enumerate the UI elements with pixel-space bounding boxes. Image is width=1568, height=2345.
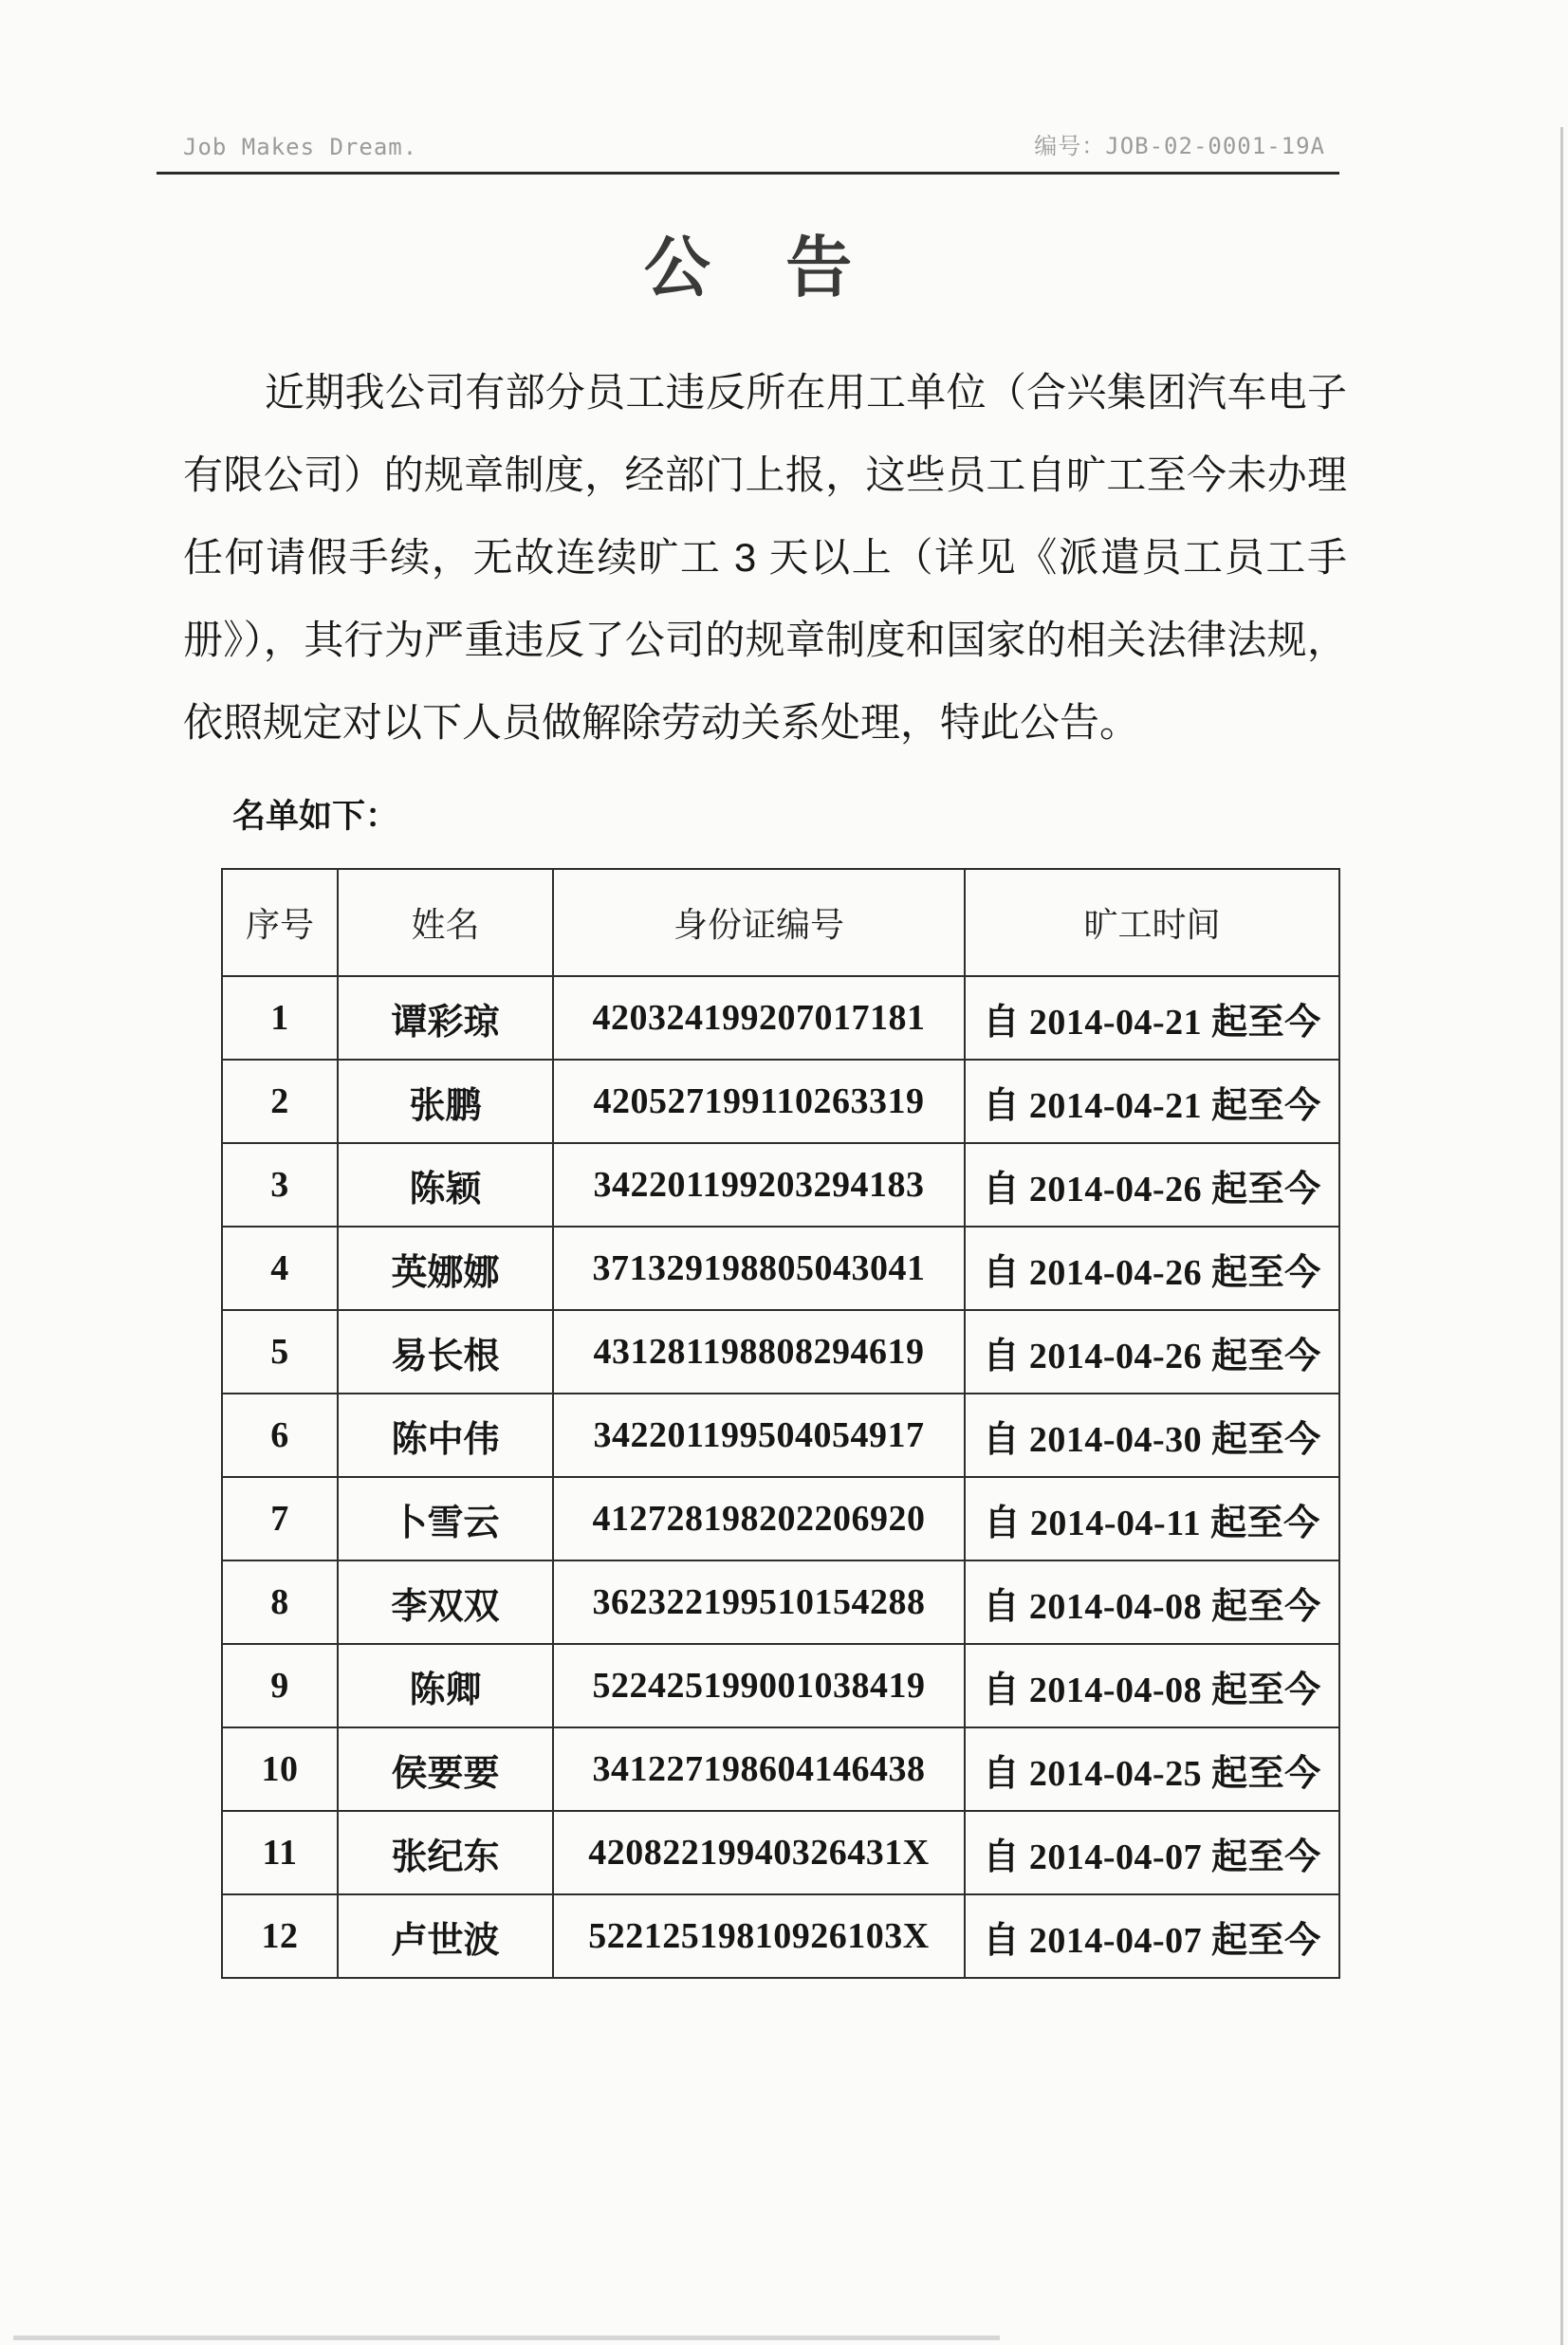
announcement-body: 近期我公司有部分员工违反所在用工单位（合兴集团汽车电子有限公司）的规章制度，经部门上报，这些员工自旷工至今未办理任何请假手续，无故连续旷工 3 天以上（详见《派遣员工员工手册》），其行为严重违反了公司的规章制度和国家的相关法律法规，依照规定对以下人员做解除劳动关系处理，特此公告。 — [183, 370, 1347, 745]
table-body — [222, 976, 1339, 1978]
row-number: 4 — [222, 1227, 338, 1310]
employee-name: 卢世波 — [338, 1894, 553, 1978]
row-number: 12 — [222, 1894, 338, 1978]
row-number: 6 — [222, 1394, 338, 1477]
scan-edge-right — [1560, 127, 1563, 2345]
id-number: 42082219940326431X — [553, 1811, 965, 1894]
column-header-date: 旷工时间 — [965, 869, 1339, 976]
absence-period: 自 2014-04-26 起至今 — [965, 1143, 1339, 1227]
document-number: 编号：JOB-02-0001-19A — [1034, 133, 1325, 159]
employee-name: 侯要要 — [338, 1727, 553, 1811]
absence-period: 自 2014-04-08 起至今 — [965, 1560, 1339, 1644]
absence-period: 自 2014-04-11 起至今 — [965, 1477, 1339, 1560]
table-row — [222, 1811, 1339, 1894]
absence-period: 自 2014-04-26 起至今 — [965, 1227, 1339, 1310]
row-number: 1 — [222, 976, 338, 1060]
absence-period: 自 2014-04-21 起至今 — [965, 976, 1339, 1060]
id-number: 420324199207017181 — [553, 976, 965, 1060]
absence-period: 自 2014-04-26 起至今 — [965, 1310, 1339, 1394]
column-header-name: 姓名 — [338, 869, 553, 976]
absence-period: 自 2014-04-08 起至今 — [965, 1644, 1339, 1727]
column-header-seq: 序号 — [222, 869, 338, 976]
table-row — [222, 1477, 1339, 1560]
table-row — [222, 1143, 1339, 1227]
table-row — [222, 1560, 1339, 1644]
absence-period: 自 2014-04-30 起至今 — [965, 1394, 1339, 1477]
id-number: 420527199110263319 — [553, 1060, 965, 1143]
row-number: 2 — [222, 1060, 338, 1143]
employee-name: 张纪东 — [338, 1811, 553, 1894]
table-row — [222, 1394, 1339, 1477]
absence-period: 自 2014-04-07 起至今 — [965, 1894, 1339, 1978]
absence-period: 自 2014-04-21 起至今 — [965, 1060, 1339, 1143]
row-number: 10 — [222, 1727, 338, 1811]
id-number: 522425199001038419 — [553, 1644, 965, 1727]
page-header — [183, 127, 1325, 160]
id-number: 342201199203294183 — [553, 1143, 965, 1227]
table-row — [222, 976, 1339, 1060]
absence-period: 自 2014-04-07 起至今 — [965, 1811, 1339, 1894]
list-label: 名单如下： — [232, 798, 399, 835]
employee-name: 陈卿 — [338, 1644, 553, 1727]
employee-name: 张鹏 — [338, 1060, 553, 1143]
id-number: 341227198604146438 — [553, 1727, 965, 1811]
row-number: 11 — [222, 1811, 338, 1894]
id-number: 52212519810926103X — [553, 1894, 965, 1978]
absence-period: 自 2014-04-25 起至今 — [965, 1727, 1339, 1811]
table-header-row — [222, 869, 1339, 976]
company-slogan: Job Makes Dream. — [183, 134, 418, 160]
employee-name: 易长根 — [338, 1310, 553, 1394]
dismissed-employees-table — [221, 868, 1340, 1979]
header-divider-line — [157, 172, 1339, 175]
table-row — [222, 1227, 1339, 1310]
table-row — [222, 1644, 1339, 1727]
scan-edge-bottom — [13, 2336, 1000, 2340]
table-row — [222, 1894, 1339, 1978]
column-header-id: 身份证编号 — [553, 869, 965, 976]
employee-name: 陈颖 — [338, 1143, 553, 1227]
employee-name: 谭彩琼 — [338, 976, 553, 1060]
employee-name: 陈中伟 — [338, 1394, 553, 1477]
id-number: 431281198808294619 — [553, 1310, 965, 1394]
page-title: 公 告 — [643, 231, 881, 305]
row-number: 7 — [222, 1477, 338, 1560]
table-row — [222, 1727, 1339, 1811]
row-number: 9 — [222, 1644, 338, 1727]
row-number: 5 — [222, 1310, 338, 1394]
employee-name: 卜雪云 — [338, 1477, 553, 1560]
id-number: 371329198805043041 — [553, 1227, 965, 1310]
id-number: 412728198202206920 — [553, 1477, 965, 1560]
table-row — [222, 1060, 1339, 1143]
id-number: 342201199504054917 — [553, 1394, 965, 1477]
employee-name: 英娜娜 — [338, 1227, 553, 1310]
scanned-notice-page — [0, 127, 1568, 2345]
row-number: 8 — [222, 1560, 338, 1644]
table-row — [222, 1310, 1339, 1394]
id-number: 362322199510154288 — [553, 1560, 965, 1644]
employee-name: 李双双 — [338, 1560, 553, 1644]
row-number: 3 — [222, 1143, 338, 1227]
